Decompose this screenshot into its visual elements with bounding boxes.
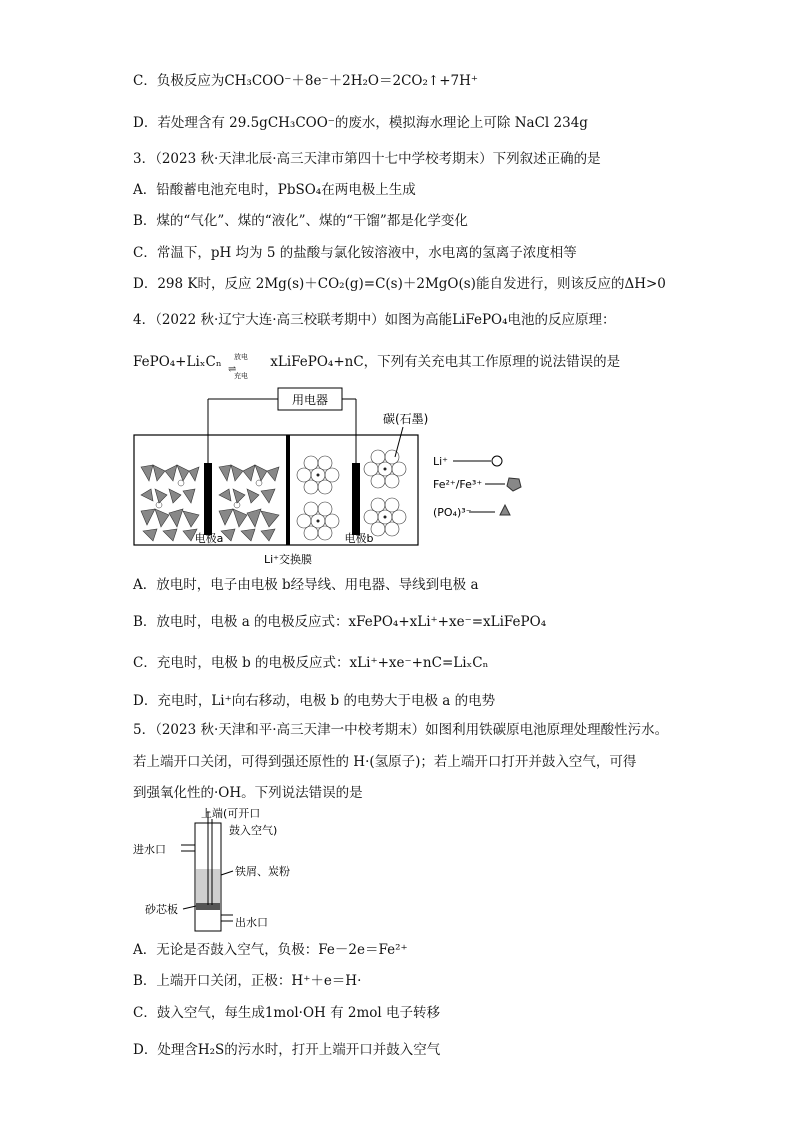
li-ion-icon xyxy=(492,456,502,466)
lifepo4-battery-diagram xyxy=(133,385,533,574)
q3-stem: 3．（2023 秋·天津北辰·高三天津市第四十七中学校考期末）下列叙述正确的是 xyxy=(133,151,601,167)
air-inlet-label: 鼓入空气) xyxy=(229,824,278,837)
lifepo4-crystal-left xyxy=(141,465,199,541)
fe-ion-icon xyxy=(507,478,521,491)
sand-plate-label: 砂芯板 xyxy=(145,903,178,916)
electrode-a xyxy=(204,463,212,535)
equilibrium-arrow-icon: ⇌ xyxy=(227,363,237,375)
q4-arrow-top-label: 放电 xyxy=(233,352,248,361)
q2-option-c: C．负极反应为CH₃COO⁻＋8e⁻＋2H₂O＝2CO₂↑+7H⁺ xyxy=(133,73,478,89)
q5-option-d: D．处理含H₂S的污水时，打开上端开口并鼓入空气 xyxy=(133,1042,441,1058)
membrane-label: Li⁺交换膜 xyxy=(264,553,312,566)
q3-option-d: D．298 K时，反应 2Mg(s)＋CO₂(g)=C(s)＋2MgO(s)能自发进行，则该反应的ΔH>0 xyxy=(133,276,666,292)
q5-option-a: A．无论是否鼓入空气，负极：Fe－2e＝Fe²⁺ xyxy=(133,942,408,958)
q4-option-d: D．充电时，Li⁺向右移动，电极 b 的电势大于电极 a 的电势 xyxy=(133,693,496,709)
electrode-b xyxy=(352,463,360,535)
phosphate-ion-icon xyxy=(500,505,510,515)
iron-carbon-reactor-diagram xyxy=(133,805,333,939)
q5-stem-line3: 到强氧化性的·OH。下列说法错误的是 xyxy=(133,785,363,801)
carbon-label: 碳(石墨) xyxy=(383,412,429,426)
graphite-layers xyxy=(297,450,406,540)
q5-option-c: C．鼓入空气，每生成1mol·OH 有 2mol 电子转移 xyxy=(133,1005,441,1021)
device-label: 用电器 xyxy=(291,393,329,407)
top-opening-label: 上端(可开口 xyxy=(201,807,261,820)
q4-equation-left: FePO₄+LiₓCₙ xyxy=(133,354,222,370)
q4-arrow-bottom-label: 充电 xyxy=(233,371,248,380)
q3-option-b: B．煤的“气化”、煤的“液化”、煤的“干馏”都是化学变化 xyxy=(133,213,468,229)
q5-stem-line2: 若上端开口关闭，可得到强还原性的 H·(氢原子)；若上端开口打开并鼓入空气，可得 xyxy=(133,754,637,770)
q5-option-b: B．上端开口关闭，正极：H⁺＋e＝H· xyxy=(133,973,362,989)
q3-option-a: A．铅酸蓄电池充电时，PbSO₄在两电极上生成 xyxy=(133,182,416,198)
q4-option-a: A．放电时，电子由电极 b经导线、用电器、导线到电极 a xyxy=(133,577,479,593)
q4-equation-arrow xyxy=(226,352,266,380)
q4-option-b: B．放电时，电极 a 的电极反应式：xFePO₄+xLi⁺+xe⁻=xLiFePO₄ xyxy=(133,614,547,630)
legend-li-label: Li⁺ xyxy=(433,455,448,468)
water-inlet-label: 进水口 xyxy=(133,843,166,856)
lifepo4-crystal-right xyxy=(219,465,279,541)
filling-label: 铁屑、炭粉 xyxy=(235,865,290,878)
electrode-b-label: 电极b xyxy=(344,532,374,545)
legend-po4-label: (PO₄)³⁻ xyxy=(433,506,472,519)
q4-equation xyxy=(133,352,621,380)
q5-stem-line1: 5．（2023 秋·天津和平·高三天津一中校考期末）如图利用铁碳原电池原理处理酸性污水。 xyxy=(133,722,669,738)
q4-equation-right: xLiFePO₄+nC，下列有关充电其工作原理的说法错误的是 xyxy=(270,354,621,370)
q4-option-c: C．充电时，电极 b 的电极反应式：xLi⁺+xe⁻+nC=LiₓCₙ xyxy=(133,655,489,671)
q4-stem: 4．（2022 秋·辽宁大连·高三校联考期中）如图为高能LiFePO₄电池的反应原理： xyxy=(133,312,616,328)
electrode-a-label: 电极a xyxy=(194,532,224,545)
q2-option-d: D．若处理含有 29.5gCH₃COO⁻的废水，模拟海水理论上可除 NaCl 234g xyxy=(133,115,588,131)
q3-option-c: C．常温下，pH 均为 5 的盐酸与氯化铵溶液中，水电离的氢离子浓度相等 xyxy=(133,245,577,261)
legend-fe-label: Fe²⁺/Fe³⁺ xyxy=(433,478,483,491)
li-exchange-membrane xyxy=(286,435,290,545)
water-outlet-label: 出水口 xyxy=(235,916,268,929)
